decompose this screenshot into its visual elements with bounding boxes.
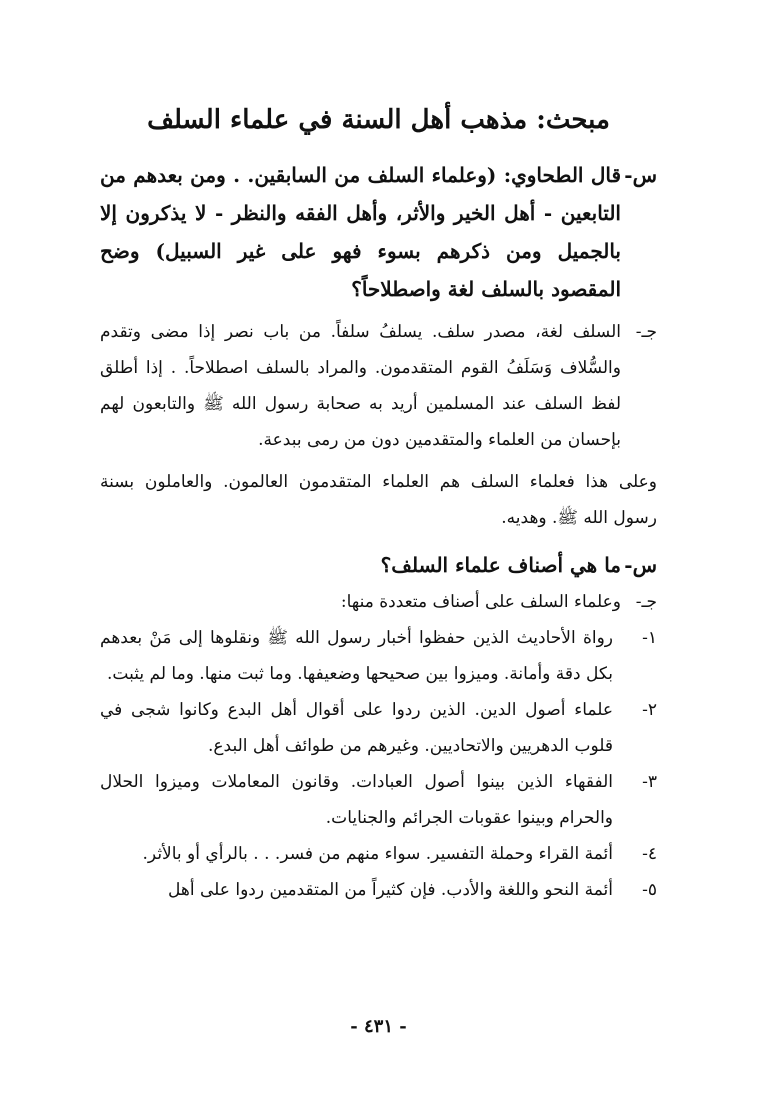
question-text: ما هي أصناف علماء السلف؟ [380,553,621,577]
list-item [100,692,657,764]
list-item [100,836,657,872]
question-2 [100,546,657,584]
list-item-text: علماء أصول الدين. الذين ردوا على أقوال أهل البدع وكانوا شجى في قلوب الدهريين والاتحاديين. وغيرهم من طوائف أهل البدع. [100,700,613,756]
list-item-number: ٣- [642,772,657,792]
list-item-number: ١- [642,628,657,648]
answer-marker: جـ- [635,322,657,342]
question-text: قال الطحاوي: (وعلماء السلف من السابقين. . ومن بعدهم من التابعين - أهل الخير والأثر، وأهل الفقه والنظر - لا يذكرون إلا بالجميل ومن ذكرهم بسوء فهو على غير السبيل) وضح المقصود بالسلف لغة واصطلاحاً؟ [100,163,621,301]
list-item-number: ٥- [642,880,657,900]
answer-marker: جـ- [635,592,657,612]
list-item [100,764,657,836]
question-marker: س- [624,163,657,187]
list-item [100,872,657,908]
list-item-text: رواة الأحاديث الذين حفظوا أخبار رسول الله ﷺ ونقلوها إلى مَنْ بعدهم بكل دقة وأمانة. وميزوا بين صحيحها وضعيفها. وما ثبت منها. وما لم يثبت. [100,628,613,684]
answer-2 [100,584,657,620]
question-marker: س- [624,553,657,577]
question-1 [100,156,657,308]
list-item-text: أئمة النحو واللغة والأدب. فإن كثيراً من المتقدمين ردوا على أهل [168,880,613,900]
list-item-number: ٤- [642,844,657,864]
list-item-text: أئمة القراء وحملة التفسير. سواء منهم من فسر. . . بالرأي أو بالأثر. [142,844,613,864]
answer-text: السلف لغة، مصدر سلف. يسلفُ سلفاً. من باب نصر إذا مضى وتقدم والسُّلاف وَسَلَفُ القوم المتقدمون. والمراد بالسلف اصطلاحاً. . إذا أطلق لفظ السلف عند المسلمين أريد به صحابة رسول الله ﷺ والتابعون لهم بإحسان من العلماء والمتقدمين دون من رمى ببدعة. [100,322,621,450]
answer-1 [100,314,657,458]
list-item [100,620,657,692]
paragraph: وعلى هذا فعلماء السلف هم العلماء المتقدمون العالمون. والعاملون بسنة رسول الله ﷺ. وهديه. [100,472,657,528]
list-item-number: ٢- [642,700,657,720]
list-item-text: الفقهاء الذين بينوا أصول العبادات. وقانون المعاملات وميزوا الحلال والحرام وبينوا عقوبات الجرائم والجنايات. [100,772,613,828]
section-title: مبحث: مذهب أهل السنة في علماء السلف [147,105,610,135]
page-number: - ٤٣١ - [350,1016,407,1037]
answer-text: وعلماء السلف على أصناف متعددة منها: [340,592,621,612]
